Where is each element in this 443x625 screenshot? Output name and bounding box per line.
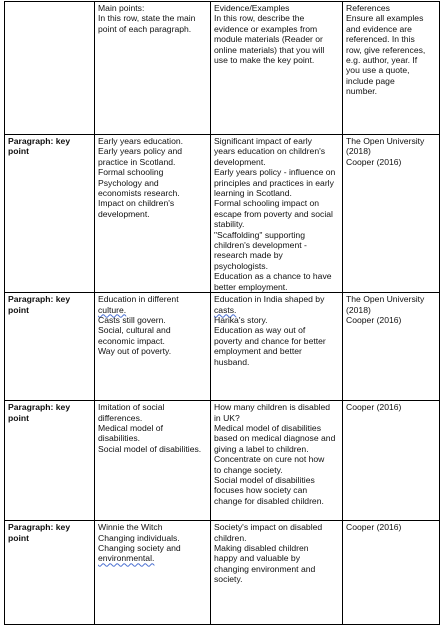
cell-line: The Open University	[346, 136, 425, 146]
main-points-cell	[95, 135, 211, 293]
cell-line: society.	[214, 574, 243, 585]
cell-line: children.	[214, 532, 247, 543]
cell-line: economic impact.	[98, 335, 165, 346]
references-cell	[343, 135, 440, 293]
cell-line: The Open University	[346, 294, 425, 305]
cell-line: principles and practices in early	[214, 177, 334, 188]
cell-line: Cooper (2016)	[346, 314, 402, 325]
cell-line: Way out of poverty.	[98, 346, 172, 357]
cell-line: Early years education.	[98, 136, 184, 146]
cell-line: Early years policy and	[98, 146, 183, 157]
cell-line: Social model of disabilities	[214, 474, 315, 485]
header-line: evidence or examples from	[214, 23, 318, 34]
header-main-points	[95, 2, 211, 135]
cell-line: development.	[214, 156, 266, 167]
row-label-text: point	[8, 532, 29, 543]
header-title: Main points:	[98, 3, 145, 13]
cell-line: How many children is disabled	[214, 402, 331, 413]
main-points-cell	[95, 521, 211, 625]
cell-line: Education as a chance to have	[214, 271, 332, 282]
cell-line: Education in different	[98, 294, 179, 305]
cell-line: Cooper (2016)	[346, 402, 402, 413]
row-label	[5, 401, 95, 521]
header-references	[343, 2, 440, 135]
row-label	[5, 135, 95, 293]
cell-line: to change society.	[214, 464, 283, 475]
header-line: In this row, describe the	[214, 13, 305, 24]
row-label-text: Paragraph: key	[8, 294, 71, 305]
cell-line: in UK?	[214, 412, 240, 423]
row-label	[5, 293, 95, 401]
cell-line: Changing individuals.	[98, 532, 180, 543]
cell-line: (2018)	[346, 304, 371, 315]
cell-line: Significant impact of early	[214, 136, 312, 146]
row-label-text: point	[8, 412, 29, 423]
cell-line: happy and valuable by	[214, 553, 301, 564]
cell-line: culture.	[98, 304, 127, 315]
cell-line: casts.	[214, 304, 237, 315]
evidence-cell	[211, 401, 343, 521]
header-line: e.g. author, year. If	[346, 55, 418, 66]
header-line: use to make the key point.	[214, 55, 315, 66]
header-row	[5, 2, 440, 135]
cell-line: Society's impact on disabled	[214, 522, 323, 533]
cell-line: escape from poverty and social	[214, 208, 333, 219]
row-label	[5, 521, 95, 625]
table-row	[5, 401, 440, 521]
cell-line: Social model of disabilities.	[98, 443, 202, 454]
cell-line: practice in Scotland.	[98, 156, 176, 167]
evidence-cell	[211, 521, 343, 625]
cell-line: Cooper (2016)	[346, 522, 402, 533]
header-line: row, give references,	[346, 44, 426, 55]
row-label-text: point	[8, 304, 29, 315]
essay-plan-table	[4, 1, 440, 625]
cell-line: Psychology and	[98, 177, 159, 188]
row-label-text: Paragraph: key	[8, 136, 71, 146]
cell-line: based on medical diagnose and	[214, 433, 336, 444]
cell-line: focuses how society can	[214, 485, 308, 496]
cell-line: Changing society and	[98, 542, 181, 553]
cell-line: development.	[98, 208, 150, 219]
header-line: include page	[346, 75, 395, 86]
cell-line: Making disabled children	[214, 542, 309, 553]
cell-line: Education as way out of	[214, 325, 306, 336]
cell-line: changing environment and	[214, 563, 316, 574]
cell-line: change for disabled children.	[214, 495, 324, 506]
cell-line: husband.	[214, 356, 250, 367]
references-cell	[343, 521, 440, 625]
header-line: module materials (Reader or	[214, 34, 323, 45]
cell-line: better employment.	[214, 281, 288, 292]
evidence-cell	[211, 293, 343, 401]
evidence-cell	[211, 135, 343, 293]
cell-line: Harika's story.	[214, 314, 268, 325]
cell-line: Imitation of social	[98, 402, 165, 413]
cell-line: differences.	[98, 412, 143, 423]
main-points-cell	[95, 293, 211, 401]
header-line: referenced. In this	[346, 34, 415, 45]
cell-line: children's development -	[214, 240, 307, 251]
row-label-text: Paragraph: key	[8, 402, 71, 413]
cell-line: Casts still govern.	[98, 314, 166, 325]
cell-line: learning in Scotland.	[214, 188, 292, 199]
cell-line: Early years policy - influence on	[214, 167, 336, 178]
cell-line: psychologists.	[214, 260, 268, 271]
cell-line: Medical model of disabilities	[214, 422, 321, 433]
header-line: you use a quote,	[346, 65, 410, 76]
header-title: References	[346, 3, 390, 13]
header-line: In this row, state the main	[98, 13, 196, 24]
cell-line: disabilities.	[98, 433, 141, 444]
cell-line: environmental.	[98, 553, 155, 564]
table-row	[5, 521, 440, 625]
cell-line: Formal schooling	[98, 167, 164, 178]
cell-line: Winnie the Witch	[98, 522, 163, 533]
cell-line: Formal schooling impact on	[214, 198, 320, 209]
row-label-text: point	[8, 146, 29, 157]
table-row	[5, 293, 440, 401]
header-evidence	[211, 2, 343, 135]
header-line: point of each paragraph.	[98, 23, 192, 34]
cell-line: research made by	[214, 250, 283, 261]
cell-line: stability.	[214, 219, 245, 230]
cell-line: Concentrate on cure not how	[214, 454, 325, 465]
header-title: Evidence/Examples	[214, 3, 290, 13]
cell-line: years education on children's	[214, 146, 326, 157]
cell-line: Social, cultural and	[98, 325, 171, 336]
cell-line: Education in India shaped by	[214, 294, 325, 305]
cell-line: giving a label to children.	[214, 443, 309, 454]
cell-line: Impact on children's	[98, 198, 175, 209]
references-cell	[343, 293, 440, 401]
header-line: and evidence are	[346, 23, 412, 34]
main-points-cell	[95, 401, 211, 521]
header-line: number.	[346, 86, 378, 97]
cell-line: (2018)	[346, 146, 371, 157]
cell-line: Medical model of	[98, 422, 163, 433]
references-cell	[343, 401, 440, 521]
cell-line: Cooper (2016)	[346, 156, 402, 167]
header-line: Ensure all examples	[346, 13, 424, 24]
cell-line: economists research.	[98, 188, 180, 199]
cell-line: employment and better	[214, 346, 302, 357]
header-line: online materials) that you will	[214, 44, 325, 55]
table-row	[5, 135, 440, 293]
row-label-text: Paragraph: key	[8, 522, 71, 533]
header-cell-empty	[5, 2, 95, 135]
cell-line: poverty and chance for better	[214, 335, 326, 346]
cell-line: "Scaffolding" supporting	[214, 229, 305, 240]
